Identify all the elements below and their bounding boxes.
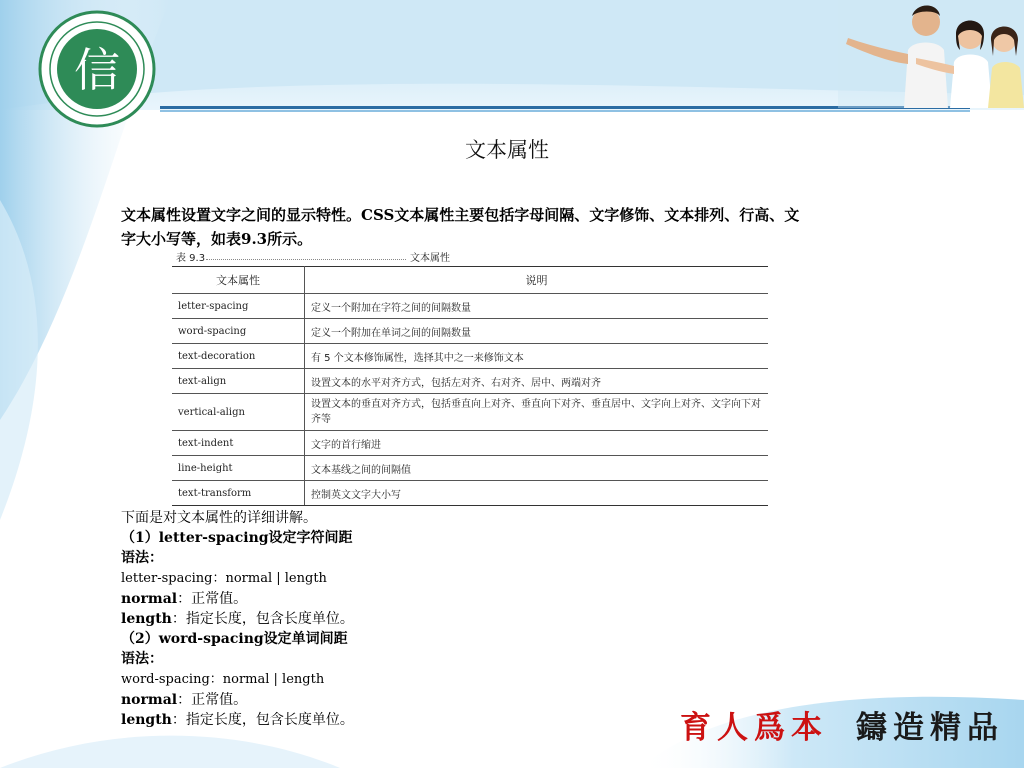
property-cell: text-decoration	[172, 344, 305, 369]
slogan-left: 育人爲本	[680, 710, 828, 746]
description-cell: 定义一个附加在单词之间的间隔数量	[305, 319, 769, 344]
length-term: length	[121, 711, 172, 728]
property-cell: line-height	[172, 456, 305, 481]
table-row	[172, 344, 768, 369]
details-text	[121, 508, 681, 730]
property-cell: word-spacing	[172, 319, 305, 344]
description-cell: 有 5 个文本修饰属性，选择其中之一来修饰文本	[305, 344, 769, 369]
syntax-label: 语法：	[121, 651, 163, 668]
length-term: length	[121, 610, 172, 627]
logo-glyph: 信	[74, 43, 120, 97]
property-cell: vertical-align	[172, 394, 305, 431]
normal-definition	[121, 690, 681, 710]
header-property: 文本属性	[172, 267, 305, 294]
syntax-line: letter-spacing：normal | length	[121, 570, 327, 586]
table-row	[172, 431, 768, 456]
syntax-line: word-spacing：normal | length	[121, 671, 325, 687]
slide-title: 文本属性	[465, 138, 549, 162]
details-intro: 下面是对文本属性的详细讲解。	[121, 510, 317, 526]
normal-term: normal	[121, 590, 178, 607]
students-photo	[838, 0, 1024, 108]
normal-desc: ：正常值。	[177, 590, 248, 607]
table-row	[172, 294, 768, 319]
section-heading: （2）word-spacing设定单词间距	[121, 631, 348, 648]
property-cell: text-align	[172, 369, 305, 394]
table-row	[172, 369, 768, 394]
length-desc: ：指定长度，包含长度单位。	[171, 610, 354, 627]
normal-term: normal	[121, 691, 178, 708]
description-cell: 文字的首行缩进	[305, 431, 769, 456]
section-heading: （1）letter-spacing设定字符间距	[121, 530, 353, 547]
table-row	[172, 319, 768, 344]
slogan-calligraphy	[676, 700, 1016, 750]
description-cell: 文本基线之间的间隔值	[305, 456, 769, 481]
school-logo	[38, 10, 156, 128]
table-caption-number: 表 9.3	[176, 253, 206, 264]
description-cell: 设置文本的垂直对齐方式，包括垂直向上对齐、垂直向下对齐、垂直居中、文字向上对齐、文字向下对齐等	[305, 394, 769, 431]
table-caption	[176, 249, 476, 265]
description-cell: 设置文本的水平对齐方式，包括左对齐、右对齐、居中、两端对齐	[305, 369, 769, 394]
description-cell: 控制英文文字大小写	[305, 481, 769, 506]
length-definition	[121, 710, 681, 730]
caption-leader	[206, 259, 406, 260]
property-cell: text-transform	[172, 481, 305, 506]
length-desc: ：指定长度，包含长度单位。	[171, 711, 354, 728]
syntax-label: 语法：	[121, 550, 163, 567]
intro-paragraph: 文本属性设置文字之间的显示特性。CSS文本属性主要包括字母间隔、文字修饰、文本排列、行高、文字大小写等，如表9.3所示。	[121, 206, 800, 248]
property-cell: letter-spacing	[172, 294, 305, 319]
table-row	[172, 456, 768, 481]
slogan-right: 鑄造精品	[856, 710, 1004, 746]
table-caption-name: 文本属性	[410, 253, 450, 264]
description-cell: 定义一个附加在字符之间的间隔数量	[305, 294, 769, 319]
text-properties-table	[172, 266, 768, 506]
table-row	[172, 394, 768, 431]
header-description: 说明	[305, 267, 769, 294]
table-header-row	[172, 267, 768, 294]
length-definition	[121, 609, 681, 629]
normal-definition	[121, 589, 681, 609]
normal-desc: ：正常值。	[177, 691, 248, 708]
property-cell: text-indent	[172, 431, 305, 456]
table-row	[172, 481, 768, 506]
